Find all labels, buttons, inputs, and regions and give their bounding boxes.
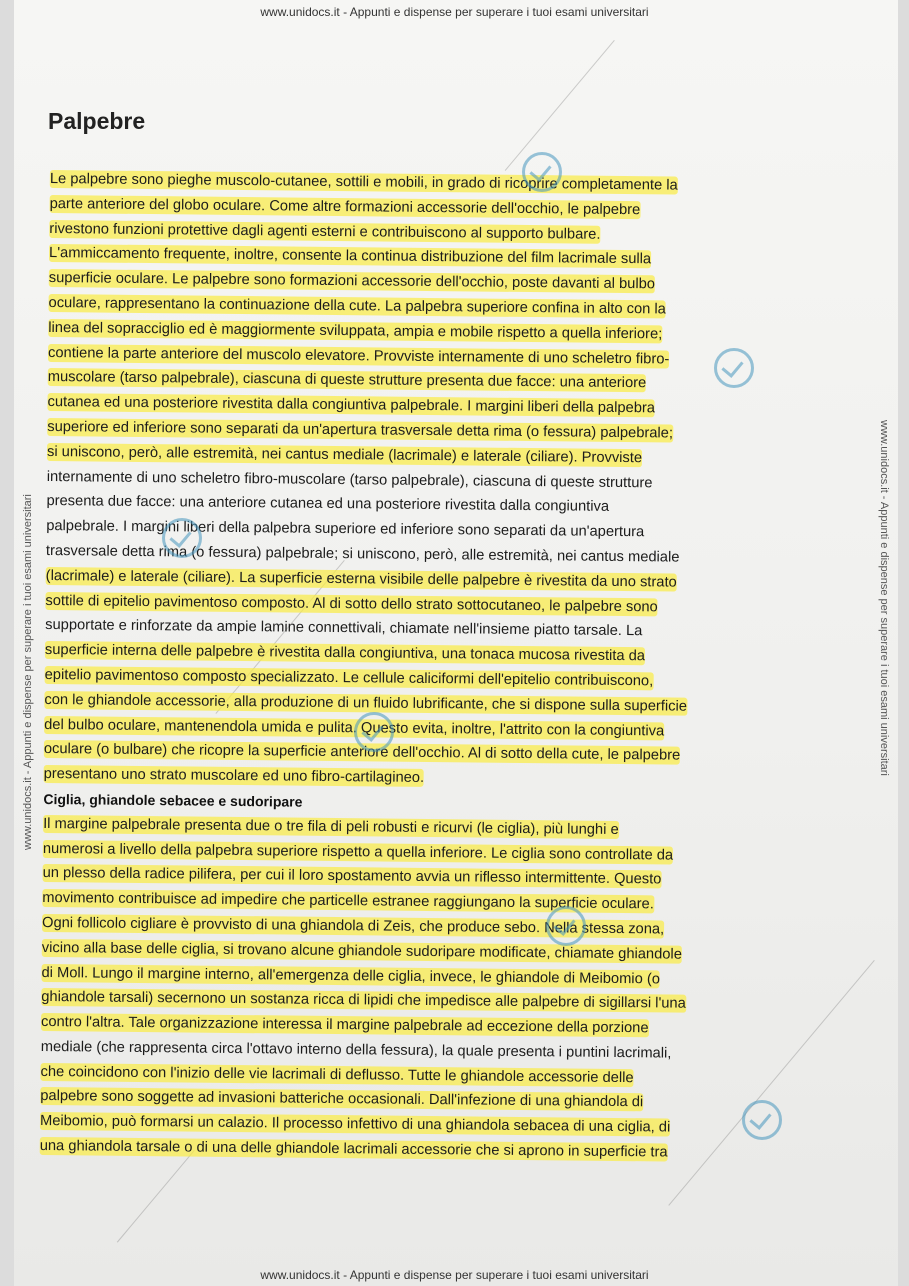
highlighted-text: si uniscono, però, alle estremità, nei cantus mediale (lacrimale) e laterale (ciliare). Provviste [46,443,643,466]
highlighted-text: Il margine palpebrale presenta due o tre fila di peli robusti e ricurvi (le ciglia), più lunghi e [43,815,619,838]
watermark-diagonal [505,40,615,171]
plain-text: mediale (che rappresenta circa l'ottavo interno della fessura), la quale presenta i puntini lacrimali, [40,1038,672,1062]
highlighted-text: numerosi a livello della palpebra superiore rispetto a quella inferiore. Le ciglia sono controllate da [42,840,674,864]
highlighted-text: Le palpebre sono pieghe muscolo-cutanee, sottili e mobili, in grado di ricoprire completamente la [49,170,678,194]
watermark-header: www.unidocs.it - Appunti e dispense per superare i tuoi esami universitari [260,5,649,19]
highlighted-text: sottile di epitelio pavimentoso composto. Al di sotto dello strato sottocutaneo, le palpebre sono [45,592,658,615]
watermark-footer: www.unidocs.it - Appunti e dispense per superare i tuoi esami universitari [260,1268,649,1282]
highlighted-text: ghiandole tarsali) secernono un sostanza ricca di lipidi che impedisce alle palpebre di sigillarsi l'una [41,989,686,1013]
plain-text: supportate e rinforzate da ampie lamine connettivali, chiamate nell'insieme piatto tarsale. La [45,617,643,640]
highlighted-text: Ogni follicolo cigliare è provvisto di una ghiandola di Zeis, che produce sebo. Nella stessa zona, [42,914,665,938]
highlighted-text: contro l'altra. Tale organizzazione interessa il margine palpebrale ad eccezione della porzione [40,1014,649,1037]
subheading-text: Ciglia, ghiandole sebacee e sudoripare [43,790,303,810]
highlighted-text: una ghiandola tarsale o di una delle ghiandole lacrimali accessorie che si aprono in superficie tra [39,1138,668,1161]
plain-text: trasversale detta rima (o fessura) palpebrale; si uniscono, però, alle estremità, nei cantus mediale [45,542,680,566]
unidocs-logo-icon [162,518,202,558]
highlighted-text: linea del sopracciglio ed è maggiormente sviluppata, ampia e mobile rispetto a quella inferiore; [48,319,663,343]
document-body [40,167,830,1167]
highlighted-text: muscolare (tarso palpebrale), ciascuna di queste strutture presenta due facce: una anteriore [47,369,647,392]
page-title: Palpebre [48,108,146,134]
watermark-diagonal [117,1150,195,1243]
highlighted-text: che coincidono con l'inizio delle vie lacrimali di deflusso. Tutte le ghiandole accessorie delle [40,1063,634,1086]
highlighted-text: superficie interna delle palpebre è rivestita dalla congiuntiva, una tonaca mucosa rivestita da [44,642,646,665]
highlighted-text: superiore ed inferiore sono separati da un'apertura trasversale detta rima (o fessura) palpebrale; [47,418,674,442]
unidocs-logo-icon [522,152,562,192]
watermark-left-side: www.unidocs.it - Appunti e dispense per superare i tuoi esami universitari [22,494,34,850]
plain-text: internamente di uno scheletro fibro-muscolare (tarso palpebrale), ciascuna di queste strutture [46,468,653,491]
highlighted-text: un plesso della radice pilifera, per cui il loro spostamento avvia un riflesso intermittente. Questo [42,865,662,888]
highlighted-text: con le ghiandole accessorie, alla produzione di un fluido lubrificante, che si dispone sulla superficie [44,691,688,715]
highlighted-text: presentano uno strato muscolare ed uno fibro-cartilagineo. [43,766,425,787]
unidocs-logo-icon [546,906,586,946]
unidocs-logo-icon [742,1100,782,1140]
highlighted-text: di Moll. Lungo il margine interno, all'emergenza delle ciglia, invece, le ghiandole di Meibomio (o [41,964,661,987]
highlighted-text: palpebre sono soggette ad invasioni batteriche occasionali. Dall'infezione di una ghiandola di [40,1088,644,1111]
plain-text: presenta due facce: una anteriore cutanea ed una posteriore rivestita dalla congiuntiva [46,493,610,516]
highlighted-text: (lacrimale) e laterale (ciliare). La superficie esterna visibile delle palpebre è rivestita da uno strato [45,567,677,591]
highlighted-text: movimento contribuisce ad impedire che particelle estranee raggiungano la superficie oculare. [42,890,654,913]
highlighted-text: superficie oculare. Le palpebre sono formazioni accessorie dell'occhio, poste davanti al bulbo [48,270,656,293]
highlighted-text: oculare (o bulbare) che ricopre la superficie anteriore dell'occhio. Al di sotto della cute, le palpebre [43,741,681,764]
highlighted-text: rivestono funzioni protettive dagli agenti esterni e contribuiscono al supporto bulbare. [49,220,601,243]
highlighted-text: Meibomio, può formarsi un calazio. Il processo infettivo di una ghiandola sebacea di una ciglia, di [39,1113,671,1136]
highlighted-text: cutanea ed una posteriore rivestita dalla congiuntiva palpebrale. I margini liberi della palpebra [47,394,656,417]
highlighted-text: del bulbo oculare, mantenendola umida e pulita. Questo evita, inoltre, l'attrito con la congiuntiva [44,716,665,739]
highlighted-text: epitelio pavimentoso composto specializzato. Le cellule caliciformi dell'epitelio contribuiscono, [44,666,654,690]
highlighted-text: L'ammiccamento frequente, inoltre, consente la continua distribuzione del film lacrimale sulla [49,245,652,268]
plain-text: palpebrale. I margini liberi della palpebra superiore ed inferiore sono separati da un'apertura [46,518,645,541]
unidocs-logo-icon [714,348,754,388]
highlighted-text: contiene la parte anteriore del muscolo elevatore. Provviste internamente di uno scheletro fibro- [47,344,670,368]
unidocs-logo-icon [354,712,394,752]
watermark-right-side: www.unidocs.it - Appunti e dispense per superare i tuoi esami universitari [878,420,890,776]
highlighted-text: vicino alla base delle ciglia, si trovano alcune ghiandole sudoripare modificate, chiamate ghiandole [41,939,682,963]
highlighted-text: parte anteriore del globo oculare. Come altre formazioni accessorie dell'occhio, le palpebre [49,195,641,218]
highlighted-text: oculare, rappresentano la continuazione della cute. La palpebra superiore confina in alto con la [48,294,666,318]
